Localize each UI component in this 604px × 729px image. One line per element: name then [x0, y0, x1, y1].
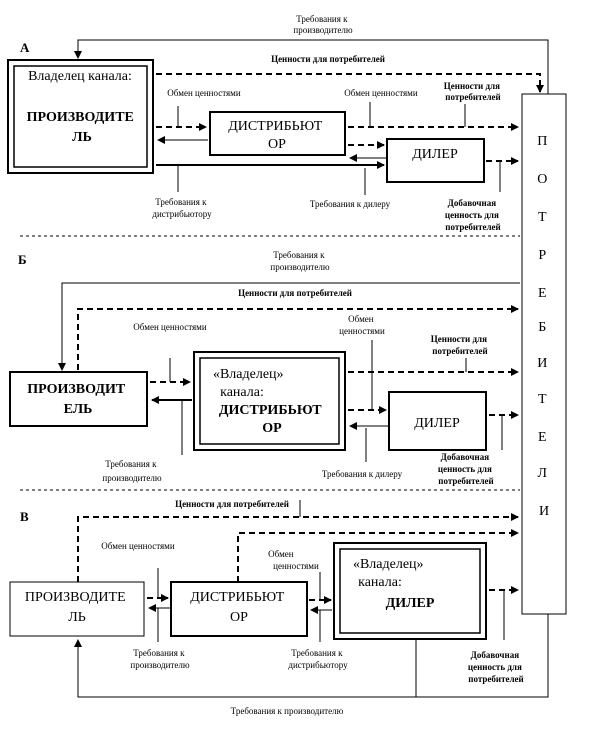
section-b-values-right: Ценности для потребителей: [430, 334, 488, 356]
section-b-req-to-producer-bottom: Требования к производителю: [102, 459, 162, 483]
section-b-exchange-right: Обмен ценностями: [339, 314, 385, 336]
section-c-distributor-label: ДИСТРИБЬЮТ ОР: [190, 590, 285, 625]
section-b-exchange-left: Обмен ценностями: [133, 322, 207, 332]
section-c-exchange-left: Обмен ценностями: [101, 541, 175, 551]
section-b-added-value: Добавочная ценность для потребителей: [437, 452, 494, 486]
section-a-req-to-producer: Требования к производителю: [293, 14, 353, 35]
section-b-req-to-dealer: Требования к дилеру: [321, 469, 403, 479]
section-c-values-top: Ценности для потребителей: [175, 499, 289, 509]
section-a-producer-label: ПРОИЗВОДИТЕ ЛЬ: [26, 110, 134, 145]
section-c-dealer-label: ДИЛЕР: [385, 596, 435, 611]
section-a-letter: А: [20, 40, 30, 55]
section-c-letter: В: [20, 509, 29, 524]
section-a-distributor-label: ДИСТРИБЬЮТ ОР: [228, 119, 323, 152]
section-b-distributor-label: ДИСТРИБЬЮТ ОР: [218, 403, 322, 436]
section-b-producer-box: [10, 372, 147, 426]
section-c-req-to-distributor: Требования к дистрибьютору: [288, 648, 348, 670]
section-a-exchange-right: Обмен ценностями: [344, 88, 418, 98]
section-b-values-top: Ценности для потребителей: [238, 288, 352, 298]
section-c-producer-label: ПРОИЗВОДИТЕ ЛЬ: [24, 590, 126, 625]
section-a-values-right: Ценности для потребителей: [443, 81, 501, 102]
section-a-req-to-dealer: Требования к дилеру: [309, 199, 391, 209]
consumers-label: П О Т Р Е Б И Т Е Л И: [537, 134, 550, 519]
section-b-producer-label: ПРОИЗВОДИТ ЕЛЬ: [27, 382, 126, 417]
section-a-values-top: Ценности для потребителей: [271, 54, 385, 64]
section-c-exchange-right: Обмен ценностями: [268, 549, 319, 571]
section-b-req-to-producer: Требования к производителю: [270, 250, 330, 272]
section-a-dealer-label: ДИЛЕР: [412, 147, 458, 162]
section-c-added-value: Добавочная ценность для потребителей: [467, 650, 524, 684]
section-c-dealer-owner: «Владелец» канала:: [352, 557, 424, 590]
section-a-added-value: Добавочная ценность для потребителей: [444, 198, 501, 232]
section-b-dealer-label: ДИЛЕР: [414, 416, 460, 431]
section-b-distributor-owner: «Владелец» канала:: [212, 367, 284, 400]
section-c-req-to-producer-bottom: Требования к производителю: [230, 706, 344, 716]
section-a-producer-owner: Владелец канала:: [28, 69, 132, 84]
section-c-req-to-producer-mid: Требования к производителю: [130, 648, 190, 670]
section-a-req-to-distributor: Требования к дистрибьютору: [152, 197, 212, 219]
section-a-exchange-left: Обмен ценностями: [167, 88, 241, 98]
section-b-letter: Б: [18, 252, 27, 267]
